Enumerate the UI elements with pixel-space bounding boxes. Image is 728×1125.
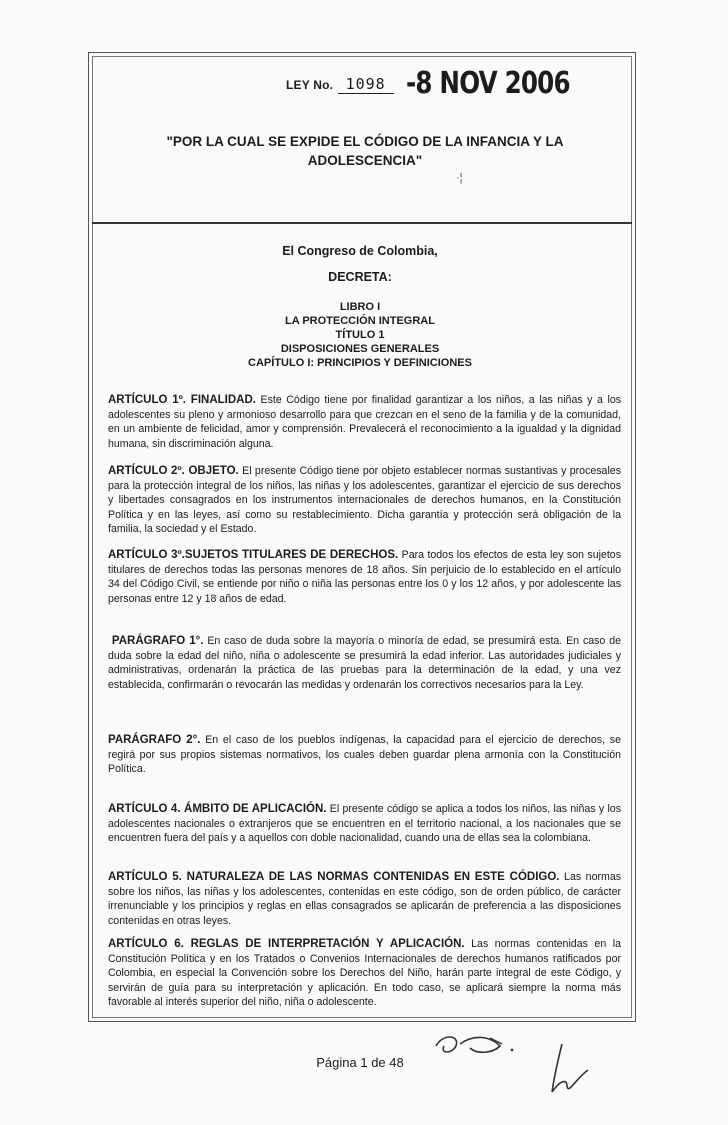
book-heading: LIBRO I [339,301,381,313]
law-title-line-1: "POR LA CUAL SE EXPIDE EL CÓDIGO DE LA INFANCIA Y LA [166,134,564,149]
article-text: Este Código tiene por finalidad garantizar a los niños, a las niñas y a los adolescentes su pleno y armonioso desarrollo para que crezcan en el seno de la familia y de la comunidad, en un ambiente de felicidad, amor y comprensión. Prevalecerá el reconocimiento a la igualdad y la dignidad humana, sin discriminación alguna. [108,394,622,450]
article-2 [108,464,621,537]
chapter-heading: CAPÍTULO I: PRINCIPIOS Y DEFINICIONES [248,357,472,369]
title-heading: TÍTULO 1 [335,329,385,341]
law-number-line [286,62,586,101]
paragraph-heading: PARÁGRAFO 2°. [108,734,201,746]
article-text: Las normas sobre los niños, las niñas y los adolescentes, contenidas en este código, son de orden público, de carácter irrenunciable y los principios y reglas en ellas consagrados se aplicarán de preferencia a las disposiciones contenidas en otras leyes. [108,871,622,927]
article-4 [108,802,621,846]
article-3 [108,548,621,606]
article-heading: ARTÍCULO 5. NATURALEZA DE LAS NORMAS CONTENIDAS EN ESTE CÓDIGO. [108,871,560,883]
paragraph-heading: PARÁGRAFO 1°. [111,635,204,647]
article-heading: ARTÍCULO 2º. OBJETO. [108,465,239,477]
stray-mark: ·¦ [456,172,463,184]
law-title [120,132,610,170]
book-name: LA PROTECCIÓN INTEGRAL [285,315,435,327]
article-heading: ARTÍCULO 1º. FINALIDAD. [108,394,256,406]
structure-headings [100,300,620,370]
article-heading: ARTÍCULO 6. REGLAS DE INTERPRETACIÓN Y APLICACIÓN. [108,938,465,950]
law-title-line-2: ADOLESCENCIA" [307,153,423,168]
paragraph-1 [108,634,621,692]
title-name: DISPOSICIONES GENERALES [280,343,440,355]
article-text: Las normas contenidas en la Constitución Política y en los Tratados o Convenios Internacionales de derechos humanos ratificados por Colombia, en especial la Convención sobre los Derechos del Niño, harán parte integral de este Código, y servirán de guía para su interpretación y aplicación. En todo caso, se aplicará siempre la norma más favorable al interés superior del niño, niña o adolescente. [108,938,621,1008]
law-number: 1098 [338,75,394,94]
law-label: LEY No. [286,78,334,92]
enacting-body: El Congreso de Colombia, [282,244,438,258]
article-5 [108,870,621,928]
article-text: El presente Código tiene por objeto establecer normas sustantivas y procesales para la protección integral de los niños, las niñas y los adolescentes, garantizar el ejercicio de sus derechos y libertades consagrados en los instrumentos internacionales de derechos humanos, en la Constitución Política y en las leyes, así como su restablecimiento. Dicha garantía y protección será obligación de la familia, la sociedad y el Estado. [108,465,621,535]
paragraph-text: En el caso de los pueblos indígenas, la capacidad para el ejercicio de derechos, se regirá por sus propios sistemas normativos, los cuales deben guardar plena armonía con la Constitución Política. [108,734,621,775]
handwritten-signature [544,1040,604,1096]
date-stamp: -8 NOV 2006 [406,66,570,101]
page-number: Página 1 de 48 [316,1055,404,1070]
article-heading: ARTÍCULO 3º.SUJETOS TITULARES DE DERECHOS. [108,549,399,561]
article-1 [108,393,621,451]
article-heading: ARTÍCULO 4. ÁMBITO DE APLICACIÓN. [108,803,327,815]
decreta-heading: DECRETA: [328,270,392,284]
header-separator [92,222,632,224]
article-text: El presente código se aplica a todos los niños, las niñas y los adolescentes nacionales o extranjeros que se encuentren en el territorio nacional, a los nacionales que se encuentren fuera del país y a aquellos con doble nacionalidad, cuando una de ellas sea la colombiana. [108,803,621,844]
article-text: Para todos los efectos de esta ley son sujetos titulares de derechos todas las personas menores de 18 años. Sin perjuicio de lo establecido en el artículo 34 del Código Civil, se entiende por niño o niña las personas entre los 0 y los 12 años, y por adolescente las personas entre 12 y 18 años de edad. [108,549,621,605]
paragraph-2 [108,733,621,777]
paragraph-text: En caso de duda sobre la mayoría o minoría de edad, se presumirá esta. En caso de duda sobre la edad del niño, niña o adolescente se presumirá la edad inferior. Las autoridades judiciales y administrativas, ordenarán la práctica de las pruebas para la determinación de la edad, y una vez establecida, confirmarán o revocarán las medidas y ordenarán los correctivos necesarios para la Ley. [108,635,621,691]
article-6 [108,937,621,1010]
